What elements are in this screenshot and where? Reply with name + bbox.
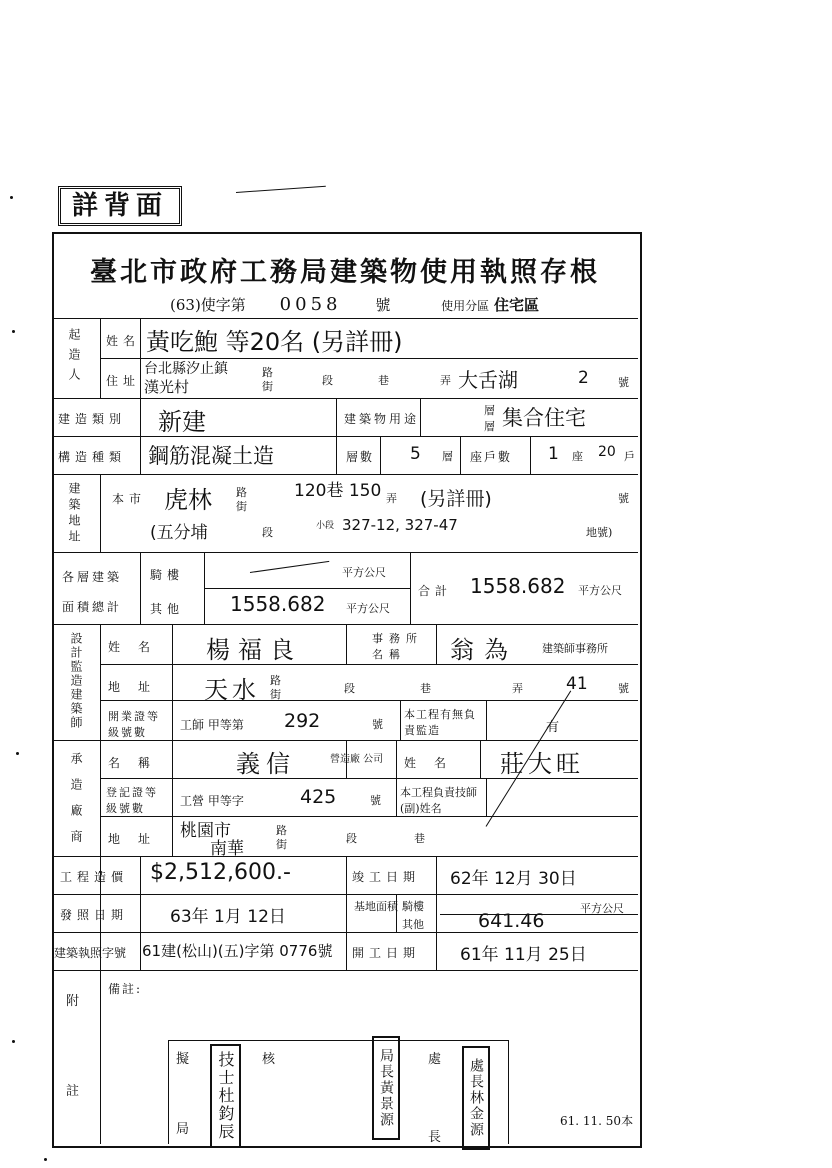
license-no-label: 建築執照字號: [54, 946, 127, 960]
units-label: 座戶數: [470, 450, 513, 464]
contractor-name-suffix: 營造廠 公司: [330, 754, 384, 765]
scan-mark-stroke: [236, 186, 326, 193]
back-detail-stamp: 詳背面: [58, 186, 182, 226]
architect-name: 楊福良: [206, 636, 302, 664]
con-road-label: 路: [276, 824, 287, 837]
start-date-label: 開工日期: [352, 946, 421, 960]
units-unit-1: 座: [572, 450, 583, 463]
arch-lane-label: 巷: [420, 682, 431, 695]
tech-label: 本工程負責技師(副)姓名: [400, 786, 477, 815]
address-label: 住址: [106, 374, 141, 388]
site-road-label: 路: [236, 486, 247, 499]
arch-number: 41: [566, 674, 588, 694]
floors-value: 5: [410, 444, 421, 464]
site-street-label: 街: [236, 500, 247, 513]
registration-suffix: 號: [370, 794, 381, 807]
house-number: 2: [578, 368, 589, 388]
floors-unit: 層: [442, 450, 453, 463]
floors-label: 層數: [346, 450, 375, 464]
start-date-value: 61年 11月 25日: [460, 945, 587, 965]
road-label: 路: [262, 366, 273, 379]
build-type-label: 建造類別: [58, 412, 127, 426]
supervise-value: 有: [546, 720, 560, 735]
contractor-group-label: 承造廠商: [69, 752, 83, 856]
chief-seal: 處長林金源: [462, 1046, 490, 1150]
city-label: 本市: [112, 492, 147, 506]
registration-text: 工營 甲等字: [180, 794, 244, 808]
contractor-address-label: 地址: [108, 832, 169, 846]
completion-label: 竣工日期: [352, 870, 421, 884]
permit-prefix: (63)使字第: [170, 296, 246, 314]
other-area-unit: 平方公尺: [346, 602, 390, 615]
scan-dot: [16, 752, 19, 755]
site-area-value: 641.46: [478, 910, 545, 932]
cost-value: $2,512,600.-: [150, 860, 291, 885]
contractor-address-1: 桃園市: [180, 821, 231, 841]
sig-label-4: 局: [176, 1122, 190, 1137]
site-section-label: 段: [262, 526, 273, 539]
area-label-2: 面積總計: [62, 600, 123, 614]
arch-number-label: 號: [618, 682, 629, 695]
site-group-label: 建築地址: [67, 482, 81, 546]
completion-value: 62年 12月 30日: [450, 869, 577, 889]
notes-side-label-1: 附: [66, 994, 85, 1009]
architect-group-label: 設計監造建築師: [69, 632, 83, 730]
contractor-person: 莊大旺: [500, 750, 584, 778]
office-label: 事務所名稱: [372, 632, 423, 661]
units-value-2: 20: [598, 444, 616, 460]
section-label: 段: [322, 374, 333, 387]
floor-label-2: 層: [484, 420, 495, 433]
total-area-value: 1558.682: [470, 574, 566, 598]
arch-section-label: 段: [344, 682, 355, 695]
contractor-name-label: 名稱: [108, 756, 169, 770]
architect-name-label: 姓名: [108, 640, 169, 654]
units-unit-2: 戶: [624, 450, 635, 463]
cost-label: 工程造價: [60, 870, 129, 884]
arch-street-label: 街: [270, 688, 281, 701]
sig-label-3: 處: [428, 1052, 442, 1067]
site-alley-label: 弄: [386, 492, 397, 505]
director-seal: 局長黃景源: [372, 1036, 400, 1140]
district-value: 虎林: [164, 486, 212, 514]
supervise-label: 本工程有無負責監造: [404, 708, 476, 737]
con-lane-label: 巷: [414, 832, 425, 845]
contractor-address-2: 南華: [210, 839, 244, 859]
lot-numbers: 327-12, 327-47: [342, 516, 458, 534]
sig-label-1: 擬: [176, 1052, 190, 1067]
office-suffix: 建築師事務所: [542, 642, 608, 655]
units-value: 1: [548, 444, 559, 464]
arch-road-label: 路: [270, 674, 281, 687]
notes-label: 備註:: [108, 982, 143, 996]
lane-value: 120巷 150: [294, 481, 382, 501]
zone-value: 住宅區: [493, 296, 539, 314]
arch-alley-label: 弄: [512, 682, 523, 695]
license-label: 開業證等級號數: [108, 710, 160, 739]
site-area-label: 基地面積: [354, 900, 398, 913]
sig-label-2: 核: [262, 1052, 276, 1067]
con-section-label: 段: [346, 832, 357, 845]
form-title: 臺北市政府工務局建築物使用執照存根: [90, 257, 600, 288]
total-label: 合計: [418, 584, 453, 598]
architect-address-label: 地址: [108, 680, 169, 694]
permit-number: 0058: [279, 294, 342, 315]
site-other-label: 其他: [402, 918, 424, 931]
lane-label: 巷: [378, 374, 389, 387]
registration-label: 登記證等級號數: [106, 786, 158, 815]
scan-dot: [44, 1158, 47, 1161]
license-number: 292: [284, 710, 321, 732]
structure-label: 構造種類: [58, 450, 127, 464]
applicant-address-2: 漢光村: [144, 378, 190, 396]
permit-number-line: [170, 294, 539, 315]
subsection-value: (五分埔: [150, 523, 208, 543]
site-note: (另詳冊): [420, 488, 492, 510]
other-area-value: 1558.682: [230, 592, 326, 616]
site-arcade-label: 騎樓: [402, 900, 424, 913]
building-use-value: 集合住宅: [502, 406, 586, 430]
architect-address: 天水: [204, 676, 260, 704]
form-code: 61. 11. 50本: [560, 1114, 634, 1128]
license-no-value: 61建(松山)(五)字第 0776號: [142, 942, 333, 960]
street-label: 街: [262, 380, 273, 393]
issue-value: 63年 1月 12日: [170, 907, 286, 927]
contractor-name: 義信: [236, 750, 296, 778]
total-area-unit: 平方公尺: [578, 584, 622, 597]
applicant-name: 黃吃鮑 等20名 (另詳冊): [146, 328, 403, 356]
structure-value: 鋼筋混凝土造: [148, 444, 274, 468]
applicant-group-label: 起造人: [67, 328, 81, 388]
scan-dot: [10, 196, 13, 199]
permit-suffix: 號: [375, 296, 391, 314]
con-street-label: 街: [276, 838, 287, 851]
number-label: 號: [618, 376, 629, 389]
alley-label: 弄: [440, 374, 451, 387]
subsection-label: 小段: [316, 521, 335, 531]
contractor-person-label: 姓名: [404, 756, 465, 770]
build-type-value: 新建: [158, 408, 206, 436]
alley-value: 大舌湖: [458, 368, 518, 392]
site-number-label: 號: [618, 492, 629, 505]
applicant-address-1: 台北縣汐止鎮: [144, 361, 228, 377]
scan-dot: [12, 1040, 15, 1043]
issue-label: 發照日期: [60, 908, 129, 922]
license-suffix: 號: [372, 718, 383, 731]
office-value: 翁為: [450, 636, 518, 664]
floor-label-1: 層: [484, 404, 495, 417]
scan-dot: [12, 330, 15, 333]
site-area-unit: 平方公尺: [580, 902, 624, 915]
registration-number: 425: [300, 786, 337, 808]
other-label: 其他: [150, 602, 185, 616]
notes-side-label-2: 註: [66, 1084, 85, 1099]
area-label-1: 各層建築: [62, 570, 123, 584]
license-text: 工師 甲等第: [180, 718, 244, 732]
building-use-label: 建築物用途: [344, 412, 420, 426]
lot-label: 地號): [586, 526, 613, 539]
zone-label: 使用分區: [441, 299, 490, 313]
technician-seal: 技士杜鈞辰: [210, 1044, 241, 1148]
arcade-unit: 平方公尺: [342, 566, 386, 579]
arcade-label: 騎樓: [150, 568, 185, 582]
sig-label-5: 長: [428, 1130, 442, 1145]
name-label: 姓名: [106, 334, 141, 348]
